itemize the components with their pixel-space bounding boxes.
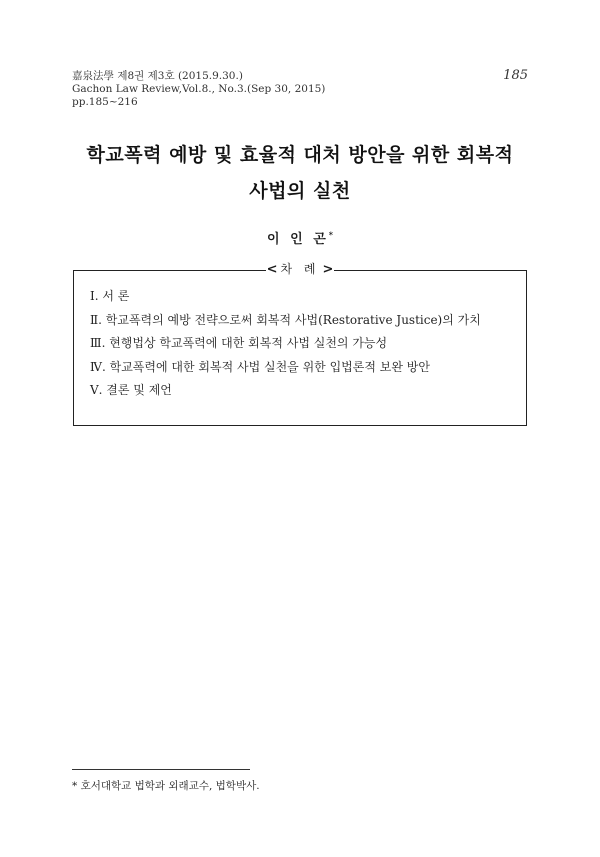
journal-header-line-2: Gachon Law Review,Vol.8., No.3.(Sep 30, 2015) <box>72 83 326 95</box>
toc-list <box>90 285 481 403</box>
toc-item: Ⅰ. 서 론 <box>90 289 130 303</box>
paper-title-line-1: 학교폭력 예방 및 효율적 대처 방안을 위한 회복적 <box>86 144 514 166</box>
toc-label <box>0 260 600 277</box>
author-footnote-mark: * <box>328 229 333 240</box>
toc-label-text: 차 례 <box>280 262 320 276</box>
journal-header-line-3: pp.185~216 <box>72 96 138 108</box>
journal-header-line-1: 嘉泉法學 제8권 제3호 (2015.9.30.) <box>72 70 243 82</box>
footnote-divider <box>72 769 250 770</box>
toc-item: Ⅴ. 결론 및 제언 <box>90 383 172 397</box>
toc-item: Ⅱ. 학교폭력의 예방 전략으로써 회복적 사법(Restorative Justice)의 가치 <box>90 312 481 327</box>
toc-item: Ⅳ. 학교폭력에 대한 회복적 사법 실천을 위한 입법론적 보완 방안 <box>90 359 430 374</box>
toc-left-chevron-icon: < <box>266 262 278 277</box>
journal-header <box>72 70 325 109</box>
author-name <box>0 228 600 247</box>
page-number: 185 <box>503 68 528 83</box>
footnote: * 호서대학교 법학과 외래교수, 법학박사. <box>72 780 260 792</box>
toc-item: Ⅲ. 현행법상 학교폭력에 대한 회복적 사법 실천의 가능성 <box>90 336 388 350</box>
toc-right-chevron-icon: > <box>322 262 334 277</box>
author-name-text: 이 인 곤 <box>267 232 329 247</box>
paper-title-line-2: 사법의 실천 <box>249 180 351 202</box>
